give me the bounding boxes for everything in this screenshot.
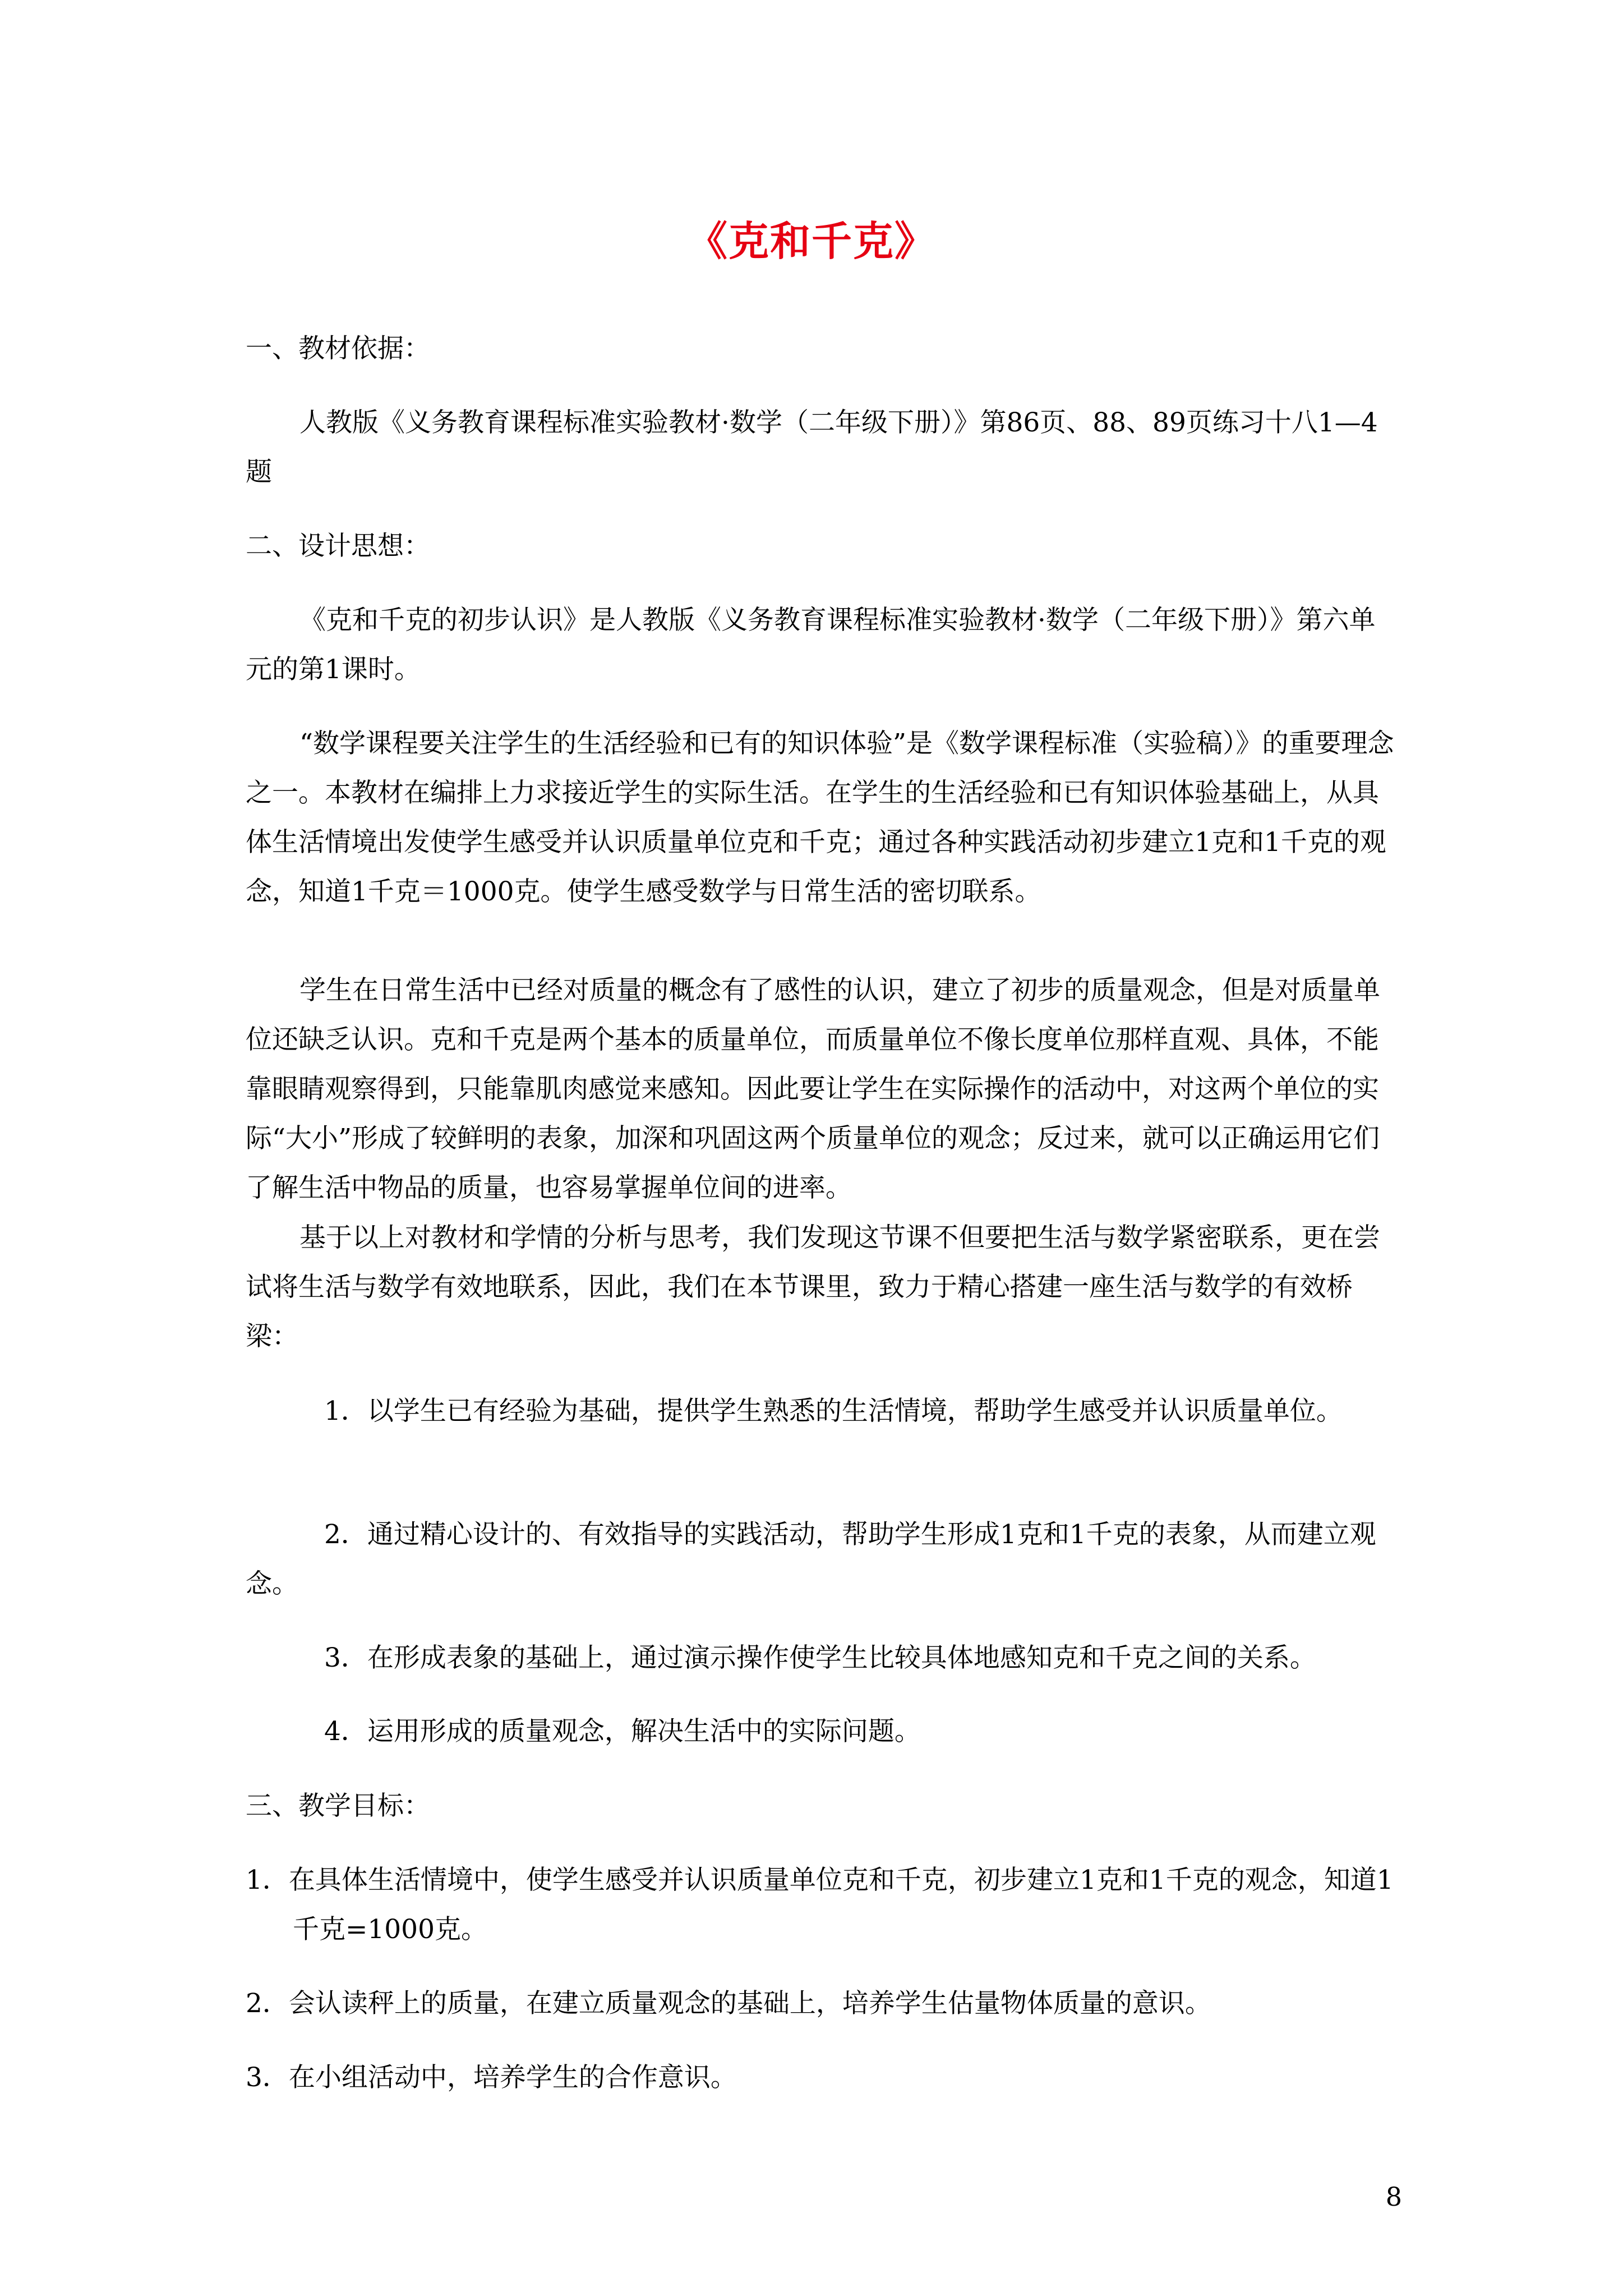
section-heading-teaching-goals: 三、教学目标： [246, 1791, 430, 1821]
design-list-item-4: 4．运用形成的质量观念，解决生活中的实际问题。 [324, 1716, 921, 1747]
paragraph-design-3: 学生在日常生活中已经对质量的概念有了感性的认识，建立了初步的质量观念，但是对质量单位还缺乏认识。克和千克是两个基本的质量单位，而质量单位不像长度单位那样直观、具体，不能靠眼睛观察得到，只能靠肌肉感觉来感知。因此要让学生在实际操作的活动中，对这两个单位的实际“大小”形成了较鲜明的表象，加深和巩固这两个质量单位的观念；反过来，就可以正确运用它们了解生活中物品的质量，也容易掌握单位间的进率。 [246, 975, 1380, 1203]
paragraph-design-1: 《克和千克的初步认识》是人教版《义务教育课程标准实验教材·数学（二年级下册）》第六单元的第1课时。 [246, 605, 1376, 685]
paragraph-material-basis: 人教版《义务教育课程标准实验教材·数学（二年级下册）》第86页、88、89页练习十八1—4题 [246, 407, 1378, 487]
teaching-goal-2: 2．会认读秤上的质量，在建立质量观念的基础上，培养学生估量物体质量的意识。 [246, 1988, 1211, 2019]
section-heading-material-basis: 一、教材依据： [246, 333, 430, 364]
design-list-item-3: 3．在形成表象的基础上，通过演示操作使学生比较具体地感知克和千克之间的关系。 [324, 1642, 1316, 1673]
paragraph-design-4: 基于以上对教材和学情的分析与思考，我们发现这节课不但要把生活与数学紧密联系，更在尝试将生活与数学有效地联系，因此，我们在本节课里，致力于精心搭建一座生活与数学的有效桥梁： [246, 1222, 1380, 1352]
design-list-item-1: 1．以学生已有经验为基础，提供学生熟悉的生活情境，帮助学生感受并认识质量单位。 [324, 1396, 1343, 1427]
page-number: 8 [1385, 2182, 1402, 2212]
teaching-goal-1: 1．在具体生活情境中，使学生感受并认识质量单位克和千克，初步建立1克和1千克的观念，知道1千克=1000克。 [246, 1865, 1394, 1945]
document-title: 《克和千克》 [686, 217, 936, 265]
teaching-goal-3: 3．在小组活动中，培养学生的合作意识。 [246, 2062, 737, 2093]
paragraph-design-2: “数学课程要关注学生的生活经验和已有的知识体验”是《数学课程标准（实验稿）》的重要理念之一。本教材在编排上力求接近学生的实际生活。在学生的生活经验和已有知识体验基础上，从具体生活情境出发使学生感受并认识质量单位克和千克；通过各种实践活动初步建立1克和1千克的观念，知道1千克＝1000克。使学生感受数学与日常生活的密切联系。 [246, 728, 1394, 907]
design-list-item-2: 2．通过精心设计的、有效指导的实践活动，帮助学生形成1克和1千克的表象，从而建立观念。 [246, 1519, 1376, 1599]
section-heading-design-idea: 二、设计思想： [246, 531, 430, 562]
